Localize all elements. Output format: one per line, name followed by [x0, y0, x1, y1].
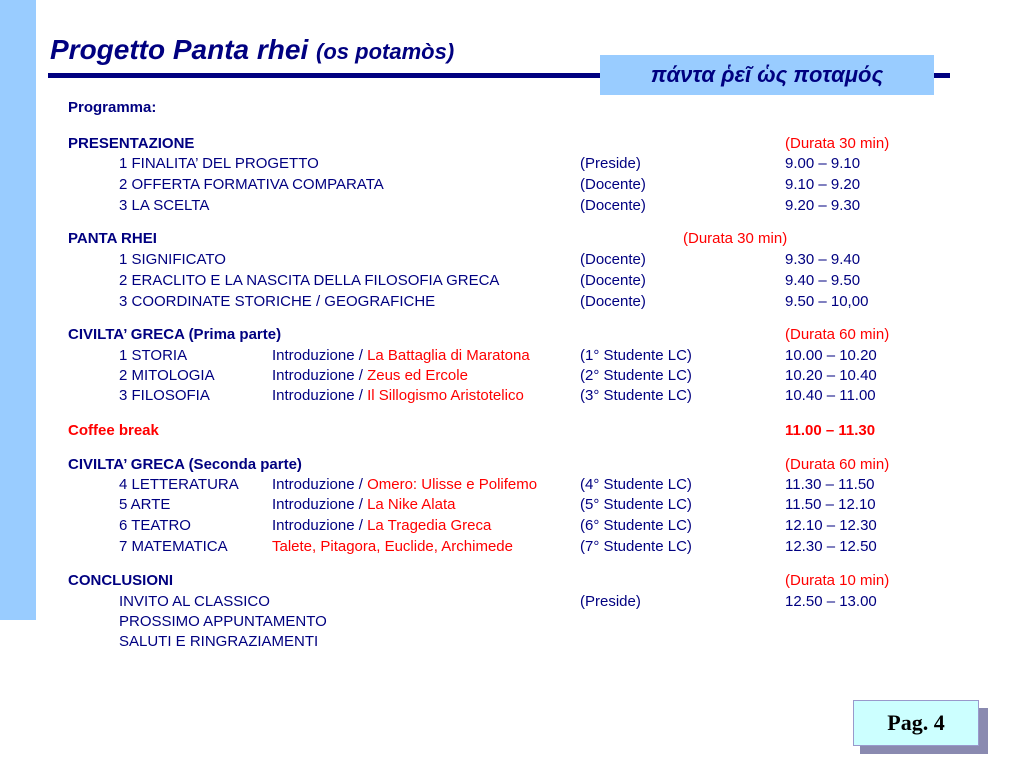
duration-civilta-seconda: (Durata 60 min) — [785, 456, 890, 473]
title-main: Progetto Panta rhei — [50, 34, 309, 65]
time-slot: 11.30 – 11.50 — [785, 476, 875, 493]
list-item: 4 LETTERATURA — [119, 476, 239, 493]
duration-conclusioni: (Durata 10 min) — [785, 572, 890, 589]
list-item: 7 MATEMATICA — [119, 538, 228, 555]
section-title-conclusioni: CONCLUSIONI — [68, 572, 173, 589]
intro-text: Introduzione / — [272, 476, 368, 493]
intro-text: Introduzione / — [272, 387, 368, 404]
list-item: 1 FINALITA’ DEL PROGETTO — [119, 155, 319, 172]
time-slot: 9.50 – 10,00 — [785, 293, 869, 310]
speaker: (6° Studente LC) — [580, 517, 692, 534]
speaker: (5° Studente LC) — [580, 496, 692, 513]
time-slot: 10.40 – 11.00 — [785, 387, 876, 404]
duration-panta-rhei: (Durata 30 min) — [683, 230, 788, 247]
topic-line — [272, 517, 491, 535]
time-slot: 9.20 – 9.30 — [785, 197, 861, 214]
section-title-presentazione: PRESENTAZIONE — [68, 135, 195, 152]
topic-line — [272, 496, 455, 514]
time-slot: 12.10 – 12.30 — [785, 517, 877, 534]
list-item: 6 TEATRO — [119, 517, 191, 534]
topic-text: Talete, Pitagora, Euclide, Archimede — [272, 538, 513, 555]
title-sub: (os potamòs) — [316, 39, 455, 64]
topic-text: Zeus ed Ercole — [367, 367, 468, 384]
topic-line — [272, 367, 468, 385]
list-item: 1 STORIA — [119, 347, 188, 364]
duration-civilta-prima: (Durata 60 min) — [785, 326, 890, 343]
intro-text: Introduzione / — [272, 517, 368, 534]
speaker: (2° Studente LC) — [580, 367, 692, 384]
list-item: INVITO AL CLASSICO — [119, 593, 270, 610]
speaker: (Preside) — [580, 593, 641, 610]
list-item: 3 COORDINATE STORICHE / GEOGRAFICHE — [119, 293, 436, 310]
section-title-panta-rhei: PANTA RHEI — [68, 230, 157, 247]
time-slot: 9.30 – 9.40 — [785, 251, 861, 268]
topic-text: Omero: Ulisse e Polifemo — [367, 476, 538, 493]
duration-presentazione: (Durata 30 min) — [785, 135, 890, 152]
speaker: (Docente) — [580, 293, 646, 310]
intro-text: Introduzione / — [272, 496, 368, 513]
intro-text: Introduzione / — [272, 347, 368, 364]
speaker: (7° Studente LC) — [580, 538, 692, 555]
coffee-break-time: 11.00 – 11.30 — [785, 422, 876, 439]
section-title-civilta-seconda: CIVILTA’ GRECA (Seconda parte) — [68, 456, 302, 473]
topic-line — [272, 347, 530, 365]
speaker: (Docente) — [580, 272, 646, 289]
time-slot: 11.50 – 12.10 — [785, 496, 876, 513]
list-item: 2 MITOLOGIA — [119, 367, 215, 384]
time-slot: 9.40 – 9.50 — [785, 272, 861, 289]
speaker: (4° Studente LC) — [580, 476, 692, 493]
time-slot: 12.50 – 13.00 — [785, 593, 877, 610]
section-title-civilta-prima: CIVILTA’ GRECA (Prima parte) — [68, 326, 282, 343]
speaker: (Preside) — [580, 155, 641, 172]
time-slot: 12.30 – 12.50 — [785, 538, 877, 555]
time-slot: 10.00 – 10.20 — [785, 347, 877, 364]
topic-line — [272, 387, 524, 405]
topic-text: La Tragedia Greca — [367, 517, 492, 534]
programma-label: Programma: — [68, 99, 157, 116]
list-item: 1 SIGNIFICATO — [119, 251, 226, 268]
speaker: (3° Studente LC) — [580, 387, 692, 404]
intro-text: Introduzione / — [272, 367, 368, 384]
list-item: SALUTI E RINGRAZIAMENTI — [119, 633, 319, 650]
list-item: 3 FILOSOFIA — [119, 387, 210, 404]
greek-motto-box: πάντα ῥεῖ ὡς ποταμός — [600, 55, 934, 95]
coffee-break-title: Coffee break — [68, 422, 159, 439]
list-item: 5 ARTE — [119, 496, 171, 513]
topic-text: La Nike Alata — [367, 496, 456, 513]
time-slot: 10.20 – 10.40 — [785, 367, 877, 384]
speaker: (1° Studente LC) — [580, 347, 692, 364]
time-slot: 9.00 – 9.10 — [785, 155, 861, 172]
topic-line — [272, 476, 537, 494]
speaker: (Docente) — [580, 251, 646, 268]
list-item: 3 LA SCELTA — [119, 197, 210, 214]
speaker: (Docente) — [580, 197, 646, 214]
list-item: 2 OFFERTA FORMATIVA COMPARATA — [119, 176, 384, 193]
topic-text: Il Sillogismo Aristotelico — [367, 387, 524, 404]
topic-text: La Battaglia di Maratona — [367, 347, 530, 364]
time-slot: 9.10 – 9.20 — [785, 176, 861, 193]
list-item: PROSSIMO APPUNTAMENTO — [119, 613, 327, 630]
page-number: Pag. 4 — [853, 700, 979, 746]
list-item: 2 ERACLITO E LA NASCITA DELLA FILOSOFIA GRECA — [119, 272, 500, 289]
speaker: (Docente) — [580, 176, 646, 193]
